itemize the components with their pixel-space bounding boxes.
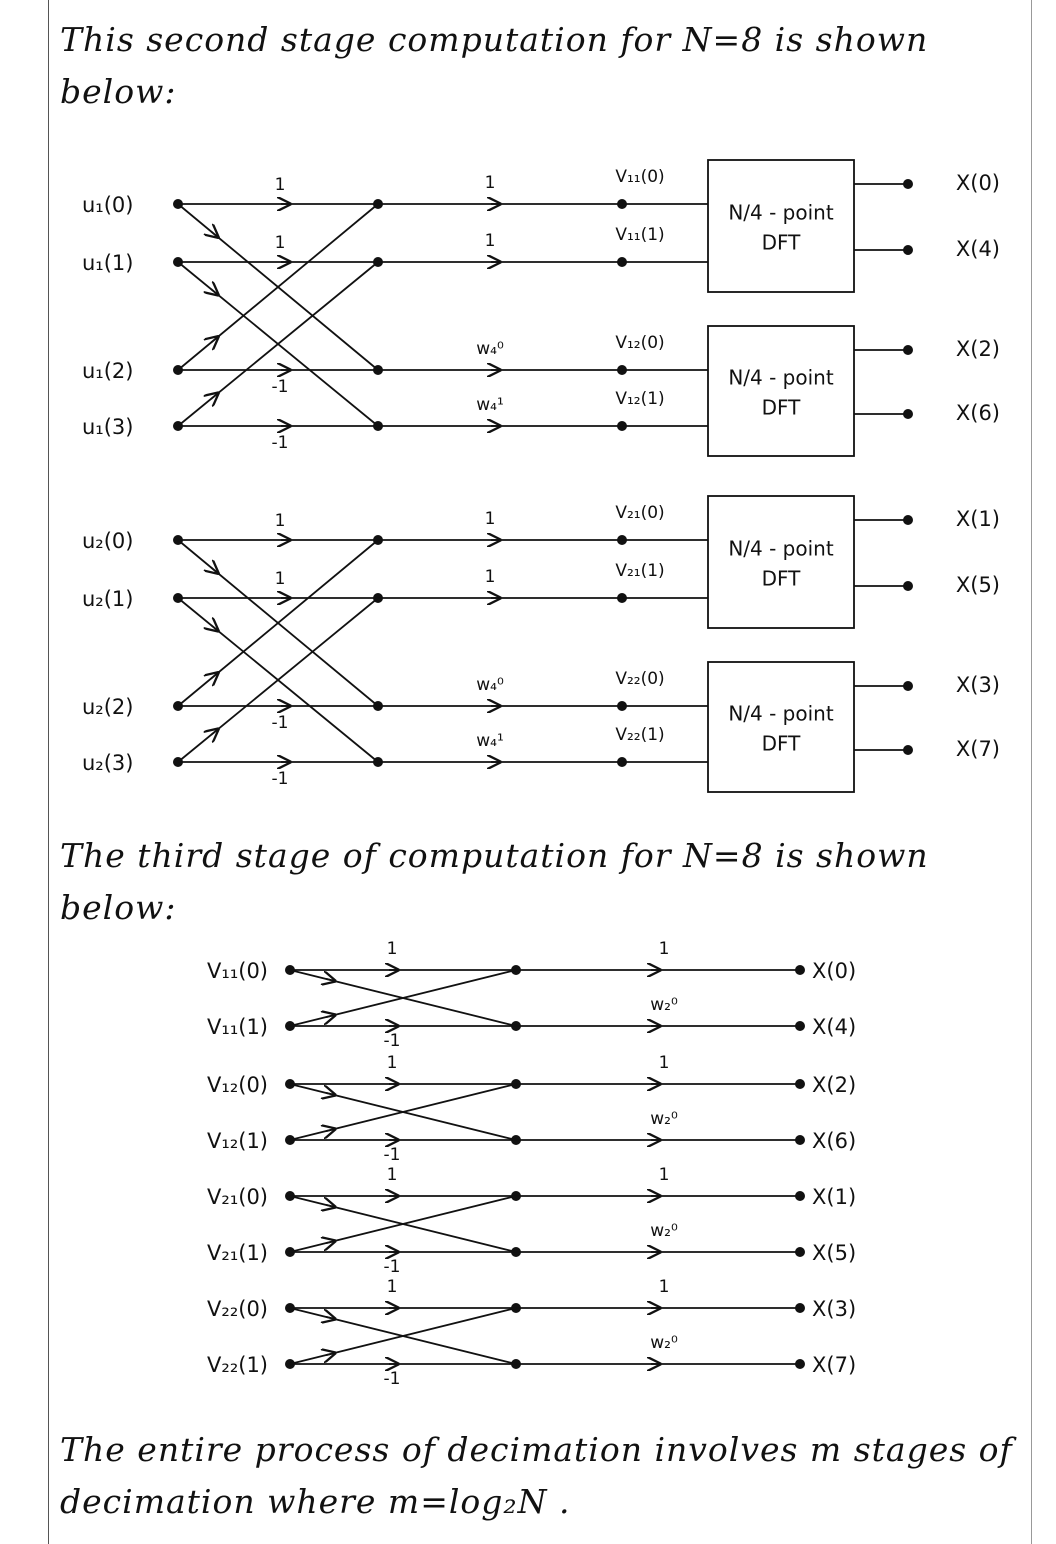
stage3-cross-up-arrow-1 bbox=[326, 1129, 335, 1131]
stage3-output-label-4: X(1) bbox=[812, 1185, 857, 1209]
stage3-cross-down-arrow-1 bbox=[326, 1093, 335, 1095]
stage2-dft-box-1-1 bbox=[708, 662, 854, 792]
stage2-dft-box-1-0 bbox=[708, 496, 854, 628]
stage2-dft-title-1-1: N/4 - point bbox=[728, 701, 834, 726]
stage3-cross-down-arrow-2 bbox=[326, 1205, 335, 1207]
stage2-output-node-0-1-0 bbox=[903, 345, 913, 355]
stage2-branch-weight-1-2: -1 bbox=[271, 713, 289, 733]
stage3-output-label-3: X(6) bbox=[812, 1129, 857, 1153]
stage3-output-label-5: X(5) bbox=[812, 1241, 857, 1265]
stage2-output-label-1-0-0: X(1) bbox=[955, 507, 1000, 531]
stage3-cross-up-arrow-2 bbox=[326, 1241, 335, 1243]
stage2-twiddle-label-0-0: 1 bbox=[484, 173, 496, 193]
stage3-branch-weight-4: 1 bbox=[386, 1165, 398, 1185]
stage2-intro-text: This second stage computation for N=8 is shown below: bbox=[60, 20, 929, 111]
stage2-input-label-1-2: u₂(2) bbox=[82, 695, 134, 719]
stage3-output-label-6: X(3) bbox=[812, 1297, 857, 1321]
stage2-dft-subtitle-1-0: DFT bbox=[761, 566, 801, 591]
stage2-input-label-0-1: u₁(1) bbox=[82, 251, 134, 275]
stage2-twiddle-label-1-0: 1 bbox=[484, 509, 496, 529]
stage2-input-label-0-0: u₁(0) bbox=[82, 193, 134, 217]
stage2-branch-weight-1-0: 1 bbox=[274, 511, 286, 531]
stage2-twiddle-label-1-2: w₄⁰ bbox=[476, 675, 504, 695]
stage2-v-label-0-2: V₁₂(0) bbox=[615, 333, 665, 353]
stage2-dft-subtitle-1-1: DFT bbox=[761, 731, 801, 756]
stage3-input-label-6: V₂₂(0) bbox=[207, 1297, 268, 1321]
stage3-output-label-7: X(7) bbox=[812, 1353, 857, 1377]
stage3-input-label-4: V₂₁(0) bbox=[207, 1185, 268, 1209]
stage2-v-label-0-1: V₁₁(1) bbox=[615, 225, 665, 245]
stage2-cross-arrow-0-2 bbox=[211, 289, 218, 295]
stage3-branch-weight-5: -1 bbox=[383, 1257, 401, 1277]
stage3-input-label-7: V₂₂(1) bbox=[207, 1353, 268, 1377]
stage3-output-node-7 bbox=[795, 1359, 805, 1369]
stage2-v-label-1-3: V₂₂(1) bbox=[615, 725, 665, 745]
stage3-twiddle-label-5: w₂⁰ bbox=[650, 1221, 678, 1241]
stage2-branch-weight-0-0: 1 bbox=[274, 175, 286, 195]
stage3-branch-weight-0: 1 bbox=[386, 939, 398, 959]
stage2-output-label-0-0-0: X(0) bbox=[955, 171, 1000, 195]
stage2-cross-arrow-0-3 bbox=[211, 393, 218, 399]
stage2-cross-arrow-1-3 bbox=[211, 729, 218, 735]
stage2-cross-arrow-0-0 bbox=[211, 231, 218, 237]
stage3-output-label-1: X(4) bbox=[812, 1015, 857, 1039]
stage3-flowgraph bbox=[207, 939, 856, 1389]
stage2-input-label-0-3: u₁(3) bbox=[82, 415, 134, 439]
stage2-output-label-0-1-1: X(6) bbox=[955, 401, 1000, 425]
stage2-input-label-1-1: u₂(1) bbox=[82, 587, 134, 611]
stage2-cross-arrow-1-1 bbox=[211, 673, 218, 679]
stage2-branch-weight-1-3: -1 bbox=[271, 769, 289, 789]
stage3-twiddle-label-0: 1 bbox=[658, 939, 670, 959]
stage2-twiddle-label-0-1: 1 bbox=[484, 231, 496, 251]
stage2-input-label-1-3: u₂(3) bbox=[82, 751, 134, 775]
stage2-dft-title-0-1: N/4 - point bbox=[728, 365, 834, 390]
stage3-output-node-2 bbox=[795, 1079, 805, 1089]
stage3-input-label-1: V₁₁(1) bbox=[207, 1015, 268, 1039]
stage2-input-label-0-2: u₁(2) bbox=[82, 359, 134, 383]
stage2-output-label-0-1-0: X(2) bbox=[955, 337, 1000, 361]
stage3-input-label-0: V₁₁(0) bbox=[207, 959, 268, 983]
stage2-dft-subtitle-0-0: DFT bbox=[761, 230, 801, 255]
stage2-branch-weight-1-1: 1 bbox=[274, 569, 286, 589]
stage2-output-node-1-0-0 bbox=[903, 515, 913, 525]
stage3-output-label-2: X(2) bbox=[812, 1073, 857, 1097]
stage2-output-node-1-1-1 bbox=[903, 745, 913, 755]
stage3-intro-text: The third stage of computation for N=8 is shown below: bbox=[60, 836, 929, 927]
stage3-output-node-1 bbox=[795, 1021, 805, 1031]
stage2-v-label-1-2: V₂₂(0) bbox=[615, 669, 665, 689]
stage3-output-node-3 bbox=[795, 1135, 805, 1145]
stage3-input-label-5: V₂₁(1) bbox=[207, 1241, 268, 1265]
stage2-output-node-1-0-1 bbox=[903, 581, 913, 591]
stage2-dft-box-0-1 bbox=[708, 326, 854, 456]
stage3-twiddle-label-7: w₂⁰ bbox=[650, 1333, 678, 1353]
stage2-v-label-0-0: V₁₁(0) bbox=[615, 167, 665, 187]
stage3-branch-weight-2: 1 bbox=[386, 1053, 398, 1073]
stage3-branch-weight-6: 1 bbox=[386, 1277, 398, 1297]
stage3-twiddle-label-1: w₂⁰ bbox=[650, 995, 678, 1015]
stage2-twiddle-label-1-3: w₄¹ bbox=[476, 731, 504, 751]
stage2-output-label-1-1-1: X(7) bbox=[955, 737, 1000, 761]
stage3-cross-up-arrow-3 bbox=[326, 1353, 335, 1355]
stage3-twiddle-label-3: w₂⁰ bbox=[650, 1109, 678, 1129]
stage2-output-label-1-0-1: X(5) bbox=[955, 573, 1000, 597]
stage2-branch-weight-0-3: -1 bbox=[271, 433, 289, 453]
stage3-output-node-4 bbox=[795, 1191, 805, 1201]
conclusion-text: The entire process of decimation involves m stages of decimation where m=log₂N . bbox=[60, 1430, 1013, 1521]
stage3-branch-weight-3: -1 bbox=[383, 1145, 401, 1165]
stage2-output-node-1-1-0 bbox=[903, 681, 913, 691]
stage3-cross-down-arrow-0 bbox=[326, 979, 335, 981]
stage2-dft-box-0-0 bbox=[708, 160, 854, 292]
stage2-cross-arrow-1-2 bbox=[211, 625, 218, 631]
stage2-output-label-1-1-0: X(3) bbox=[955, 673, 1000, 697]
stage3-input-label-2: V₁₂(0) bbox=[207, 1073, 268, 1097]
stage3-input-label-3: V₁₂(1) bbox=[207, 1129, 268, 1153]
stage2-dft-subtitle-0-1: DFT bbox=[761, 395, 801, 420]
stage3-output-label-0: X(0) bbox=[812, 959, 857, 983]
stage2-twiddle-label-0-3: w₄¹ bbox=[476, 395, 504, 415]
stage3-twiddle-label-4: 1 bbox=[658, 1165, 670, 1185]
stage2-cross-arrow-0-1 bbox=[211, 337, 218, 343]
stage2-twiddle-label-0-2: w₄⁰ bbox=[476, 339, 504, 359]
stage3-output-node-6 bbox=[795, 1303, 805, 1313]
stage2-v-label-0-3: V₁₂(1) bbox=[615, 389, 665, 409]
stage3-twiddle-label-6: 1 bbox=[658, 1277, 670, 1297]
stage2-dft-title-1-0: N/4 - point bbox=[728, 536, 834, 561]
stage3-branch-weight-7: -1 bbox=[383, 1369, 401, 1389]
stage2-output-node-0-0-0 bbox=[903, 179, 913, 189]
stage2-twiddle-label-1-1: 1 bbox=[484, 567, 496, 587]
stage2-dft-title-0-0: N/4 - point bbox=[728, 200, 834, 225]
stage3-cross-up-arrow-0 bbox=[326, 1015, 335, 1017]
stage2-branch-weight-0-1: 1 bbox=[274, 233, 286, 253]
stage3-twiddle-label-2: 1 bbox=[658, 1053, 670, 1073]
stage3-output-node-5 bbox=[795, 1247, 805, 1257]
stage3-cross-down-arrow-3 bbox=[326, 1317, 335, 1319]
stage2-output-node-0-1-1 bbox=[903, 409, 913, 419]
stage2-v-label-1-0: V₂₁(0) bbox=[615, 503, 665, 523]
stage2-flowgraph bbox=[82, 160, 1000, 792]
stage2-output-node-0-0-1 bbox=[903, 245, 913, 255]
stage2-v-label-1-1: V₂₁(1) bbox=[615, 561, 665, 581]
stage2-output-label-0-0-1: X(4) bbox=[955, 237, 1000, 261]
stage2-branch-weight-0-2: -1 bbox=[271, 377, 289, 397]
stage2-input-label-1-0: u₂(0) bbox=[82, 529, 134, 553]
stage3-branch-weight-1: -1 bbox=[383, 1031, 401, 1051]
stage2-cross-arrow-1-0 bbox=[211, 567, 218, 573]
stage3-output-node-0 bbox=[795, 965, 805, 975]
